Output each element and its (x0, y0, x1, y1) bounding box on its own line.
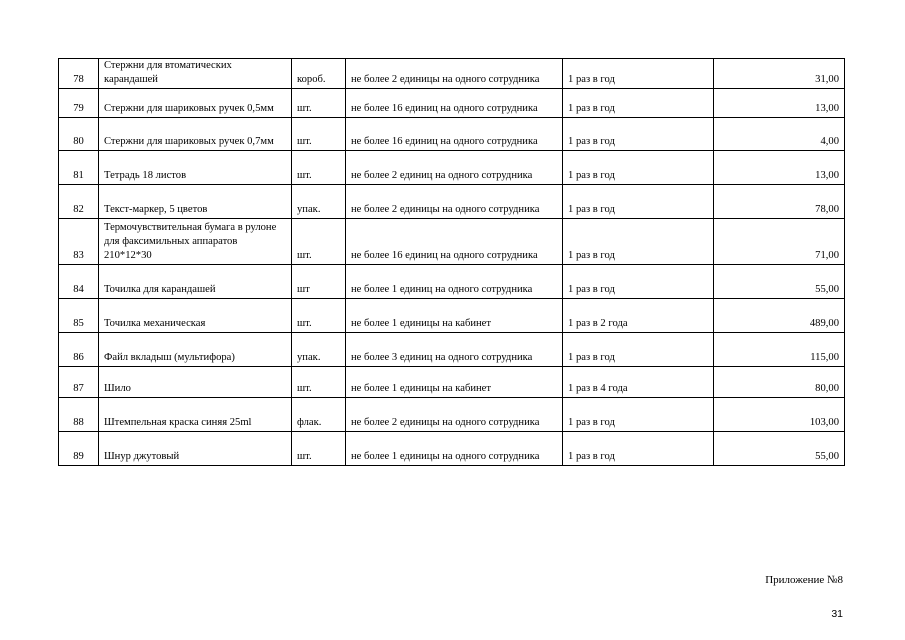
item-frequency: 1 раз в 4 года (563, 367, 714, 398)
appendix-label: Приложение №8 (765, 574, 843, 586)
item-name: Текст-маркер, 5 цветов (99, 185, 292, 219)
item-norm: не более 1 единицы на кабинет (346, 367, 563, 398)
supplies-table-body (59, 59, 845, 466)
item-unit: шт. (292, 118, 346, 151)
row-number: 82 (59, 185, 99, 219)
item-unit: шт. (292, 367, 346, 398)
item-price: 78,00 (714, 185, 845, 219)
item-name: Стержни для шариковых ручек 0,5мм (99, 89, 292, 118)
item-norm: не более 2 единицы на одного сотрудника (346, 398, 563, 432)
item-unit: шт. (292, 299, 346, 333)
item-norm: не более 1 единицы на одного сотрудника (346, 432, 563, 466)
item-norm: не более 2 единиц на одного сотрудника (346, 151, 563, 185)
item-name: Точилка для карандашей (99, 265, 292, 299)
item-price: 103,00 (714, 398, 845, 432)
item-frequency: 1 раз в год (563, 185, 714, 219)
item-frequency: 1 раз в год (563, 151, 714, 185)
row-number: 89 (59, 432, 99, 466)
row-number: 83 (59, 219, 99, 265)
row-number: 85 (59, 299, 99, 333)
row-number: 86 (59, 333, 99, 367)
item-norm: не более 2 единицы на одного сотрудника (346, 185, 563, 219)
item-price: 55,00 (714, 265, 845, 299)
item-name: Точилка механическая (99, 299, 292, 333)
table-row (59, 265, 845, 299)
table-row (59, 59, 845, 89)
table-row (59, 367, 845, 398)
table-row (59, 432, 845, 466)
item-norm: не более 1 единиц на одного сотрудника (346, 265, 563, 299)
item-name: Шнур джутовый (99, 432, 292, 466)
item-frequency: 1 раз в год (563, 118, 714, 151)
item-price: 13,00 (714, 151, 845, 185)
table-row (59, 151, 845, 185)
item-price: 71,00 (714, 219, 845, 265)
item-price: 55,00 (714, 432, 845, 466)
item-frequency: 1 раз в год (563, 219, 714, 265)
item-frequency: 1 раз в год (563, 432, 714, 466)
item-norm: не более 1 единицы на кабинет (346, 299, 563, 333)
item-price: 115,00 (714, 333, 845, 367)
table-row (59, 333, 845, 367)
item-name: Файл вкладыш (мультифора) (99, 333, 292, 367)
item-norm: не более 2 единицы на одного сотрудника (346, 59, 563, 89)
item-unit: короб. (292, 59, 346, 89)
table-row (59, 398, 845, 432)
item-name: Стержни для шариковых ручек 0,7мм (99, 118, 292, 151)
row-number: 78 (59, 59, 99, 89)
item-norm: не более 16 единиц на одного сотрудника (346, 118, 563, 151)
item-unit: флак. (292, 398, 346, 432)
row-number: 84 (59, 265, 99, 299)
item-name: Стержни для втоматических карандашей (99, 59, 292, 89)
item-unit: шт. (292, 151, 346, 185)
item-norm: не более 16 единиц на одного сотрудника (346, 219, 563, 265)
item-price: 31,00 (714, 59, 845, 89)
supplies-table (58, 58, 845, 466)
row-number: 79 (59, 89, 99, 118)
item-frequency: 1 раз в год (563, 265, 714, 299)
table-row (59, 89, 845, 118)
item-name: Шило (99, 367, 292, 398)
item-name: Термочувствительная бумага в рулоне для факсимильных аппаратов 210*12*30 (99, 219, 292, 265)
item-price: 489,00 (714, 299, 845, 333)
item-frequency: 1 раз в 2 года (563, 299, 714, 333)
row-number: 87 (59, 367, 99, 398)
item-price: 4,00 (714, 118, 845, 151)
item-unit: шт. (292, 219, 346, 265)
item-name: Тетрадь 18 листов (99, 151, 292, 185)
item-price: 80,00 (714, 367, 845, 398)
table-row (59, 219, 845, 265)
item-unit: шт. (292, 432, 346, 466)
item-name: Штемпельная краска синяя 25ml (99, 398, 292, 432)
item-unit: шт (292, 265, 346, 299)
item-unit: шт. (292, 89, 346, 118)
item-frequency: 1 раз в год (563, 89, 714, 118)
item-frequency: 1 раз в год (563, 59, 714, 89)
item-unit: упак. (292, 185, 346, 219)
item-price: 13,00 (714, 89, 845, 118)
item-frequency: 1 раз в год (563, 398, 714, 432)
table-row (59, 185, 845, 219)
item-norm: не более 3 единиц на одного сотрудника (346, 333, 563, 367)
row-number: 80 (59, 118, 99, 151)
table-row (59, 299, 845, 333)
row-number: 81 (59, 151, 99, 185)
row-number: 88 (59, 398, 99, 432)
page-number: 31 (831, 608, 843, 620)
table-row (59, 118, 845, 151)
item-frequency: 1 раз в год (563, 333, 714, 367)
item-norm: не более 16 единиц на одного сотрудника (346, 89, 563, 118)
item-unit: упак. (292, 333, 346, 367)
